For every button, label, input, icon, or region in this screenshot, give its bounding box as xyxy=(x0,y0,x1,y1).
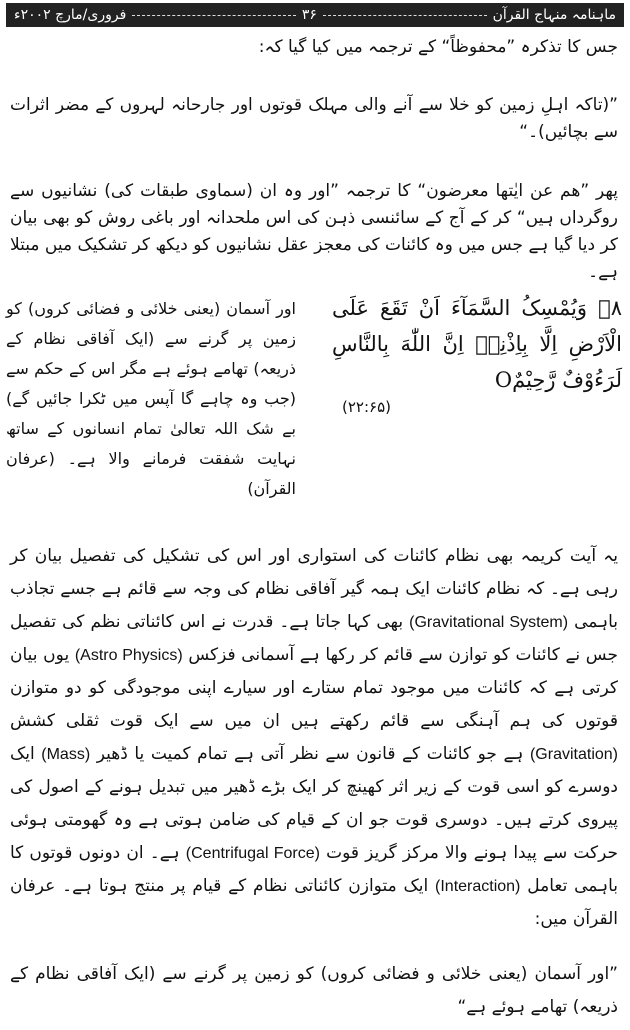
page-number: ۳۶ xyxy=(301,7,317,23)
main-text: یہ آیت کریمہ بھی نظام کائنات کی استواری اور اس کی تشکیل کی تفصیل بیان کر رہی ہے۔ کہ نظام کائنات ایک ہمہ گیر آفاقی نظام کی وجہ سے قائم ہے جسے تجاذب باہمی xyxy=(10,546,619,632)
page-header xyxy=(6,3,624,27)
main-text: ایک دوسرے کو اسی قوت کے زیر اثر کھینچ کر ایک بڑے ڈھیر میں تبدیل ہونے کے اصول کی پیروی کرتے ہیں۔ دوسری قوت جو ان کے قیام کی ضامن ہوتی ہے وہ گھومتی ہوئی حرکت سے پیدا ہونے والا مرکز گریز قوت xyxy=(10,744,619,863)
commentary-paragraph: پھر ”ھم عن ایٰتھا معرضون“ کا ترجمہ ”اور وہ ان (سماوی طبقات کی) نشانیوں سے روگرداں ہیں“ کر کے آج کے سائنسی ذہن کی اس ملحدانہ اور باغی روش کو بھی بیان کر دیا گیا ہے جس میں وہ کائنات کی معجز عقل نشانیوں کو دیکھ کر تشکیک میں مبتلا ہے۔ xyxy=(10,181,618,282)
main-text: ایک متوازن کائناتی نظام کے قیام پر منتج ہوتا ہے۔ عرفان القرآن میں: xyxy=(10,876,618,929)
issue-date: فروری/مارچ ۲۰۰۲ء xyxy=(13,7,127,23)
english-term: (Gravitational System) xyxy=(409,614,569,631)
english-term: (Interaction) xyxy=(435,878,521,895)
verse-translation: اور آسمان (یعنی خلائی و فضائی کروں) کو زمین پر گرنے سے (ایک آفاقی نظام کے ذریعہ) تھامے ہوئے ہے مگر اس کے حکم سے (جب وہ چاہے گا آپس میں ٹکرا جائیں گے) بے شک اللہ تعالیٰ تمام انسانوں کے ساتھ نہایت شفقت فرمانے والا ہے۔ (عرفان القرآن) xyxy=(6,299,296,498)
main-text: ہے جو کائنات کے قانون سے نظر آتی ہے تمام کمیت یا ڈھیر xyxy=(90,744,530,764)
english-term: (Gravitation) xyxy=(529,746,618,763)
english-term: (Centrifugal Force) xyxy=(185,845,320,862)
quran-verse: ۸۔ وَیُمْسِکُ السَّمَآءَ اَنْ تَقَعَ عَلَی الْاَرْضِ اِلَّا بِاِذْنِهٖ اِنَّ اللّٰهَ بِالنَّاسِ لَرَءُوْفٌ رَّحِیْمٌO xyxy=(332,296,622,392)
verse-reference: (۲۲:۶۵) xyxy=(342,398,391,416)
main-text: بھی کہا جاتا ہے۔ قدرت نے اس کائناتی نظم کی تفصیل جس نے کائنات کو توازن سے قائم کر رکھا ہے آسمانی فزکس xyxy=(10,612,618,665)
magazine-title: ماہنامہ منہاج القرآن xyxy=(492,7,616,23)
header-rule xyxy=(132,15,296,16)
intro-paragraph: جس کا تذکرہ ”محفوظاً“ کے ترجمہ میں کیا گیا کہ: xyxy=(258,37,618,57)
header-rule xyxy=(323,15,487,16)
closing-quote: ”اور آسمان (یعنی خلائی و فضائی کروں) کو زمین پر گرنے سے (ایک آفاقی نظام کے ذریعہ) تھامے ہوئے ہے“ xyxy=(10,964,618,1017)
english-term: (Astro Physics) xyxy=(74,647,183,664)
quote-paragraph: ”(تاکہ اہلِ زمین کو خلا سے آنے والی مہلک قوتوں اور جارحانہ لہروں کے مضر اثرات سے بچائیں)۔“ xyxy=(10,95,618,142)
main-text: ہے۔ ان دونوں قوتوں کا باہمی تعامل xyxy=(10,843,618,896)
english-term: (Mass) xyxy=(41,746,91,763)
main-text: یوں بیان کرتی ہے کہ کائنات میں موجود تمام ستارے اور سیارے اپنی موجودگی کو دو متوازن قوتوں کی ہم آہنگی سے قائم رکھتے ہیں ان میں سے ایک قوت ثقلی کشش xyxy=(10,645,618,731)
main-paragraph xyxy=(10,540,618,936)
